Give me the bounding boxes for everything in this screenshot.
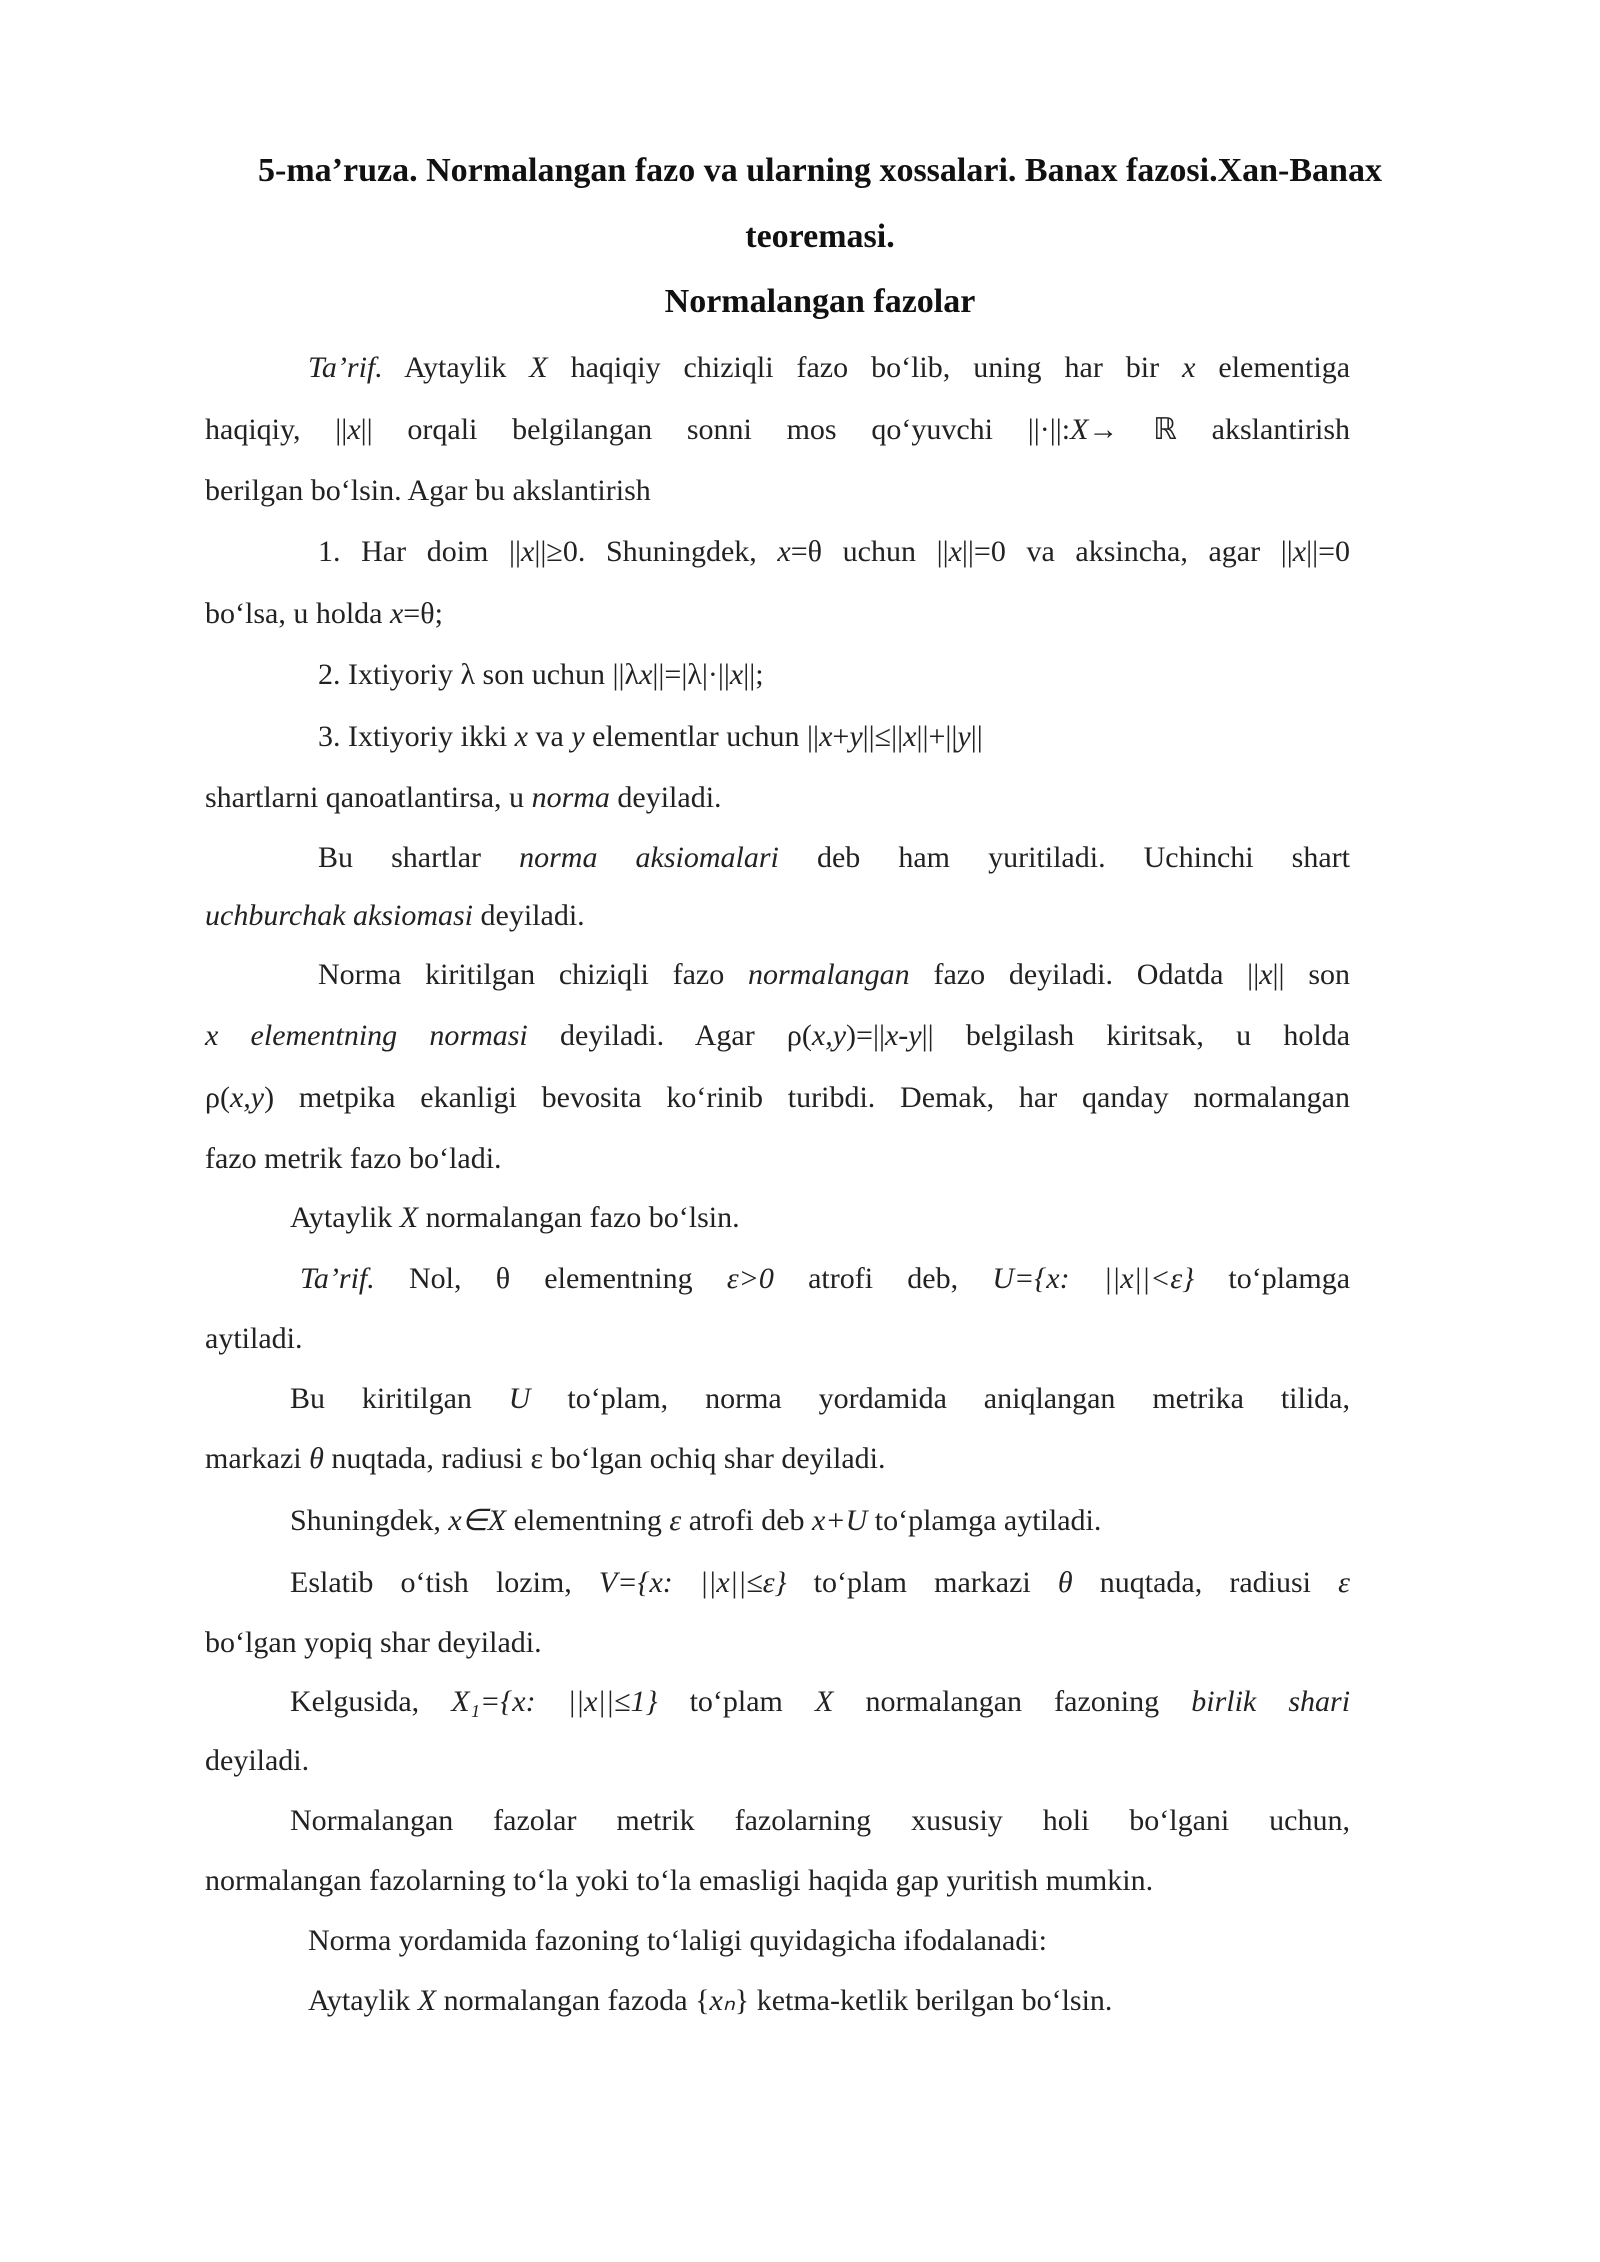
list-item: 3. Ixtiyoriy ikki x va y elementlar uchun ||x+y||≤||x||+||y|| <box>318 720 983 753</box>
paragraph-line: Ta’rif. Nol, θ elementning ε>0 atrofi deb, U={x: ||x||<ε} to‘plamga <box>300 1262 1351 1295</box>
paragraph-line: fazo metrik fazo bo‘ladi. <box>205 1142 502 1175</box>
paragraph-line: normalangan fazolarning to‘la yoki to‘la emasligi haqida gap yuritish mumkin. <box>205 1864 1154 1897</box>
paragraph-line: Ta’rif. Aytaylik X haqiqiy chiziqli fazo bo‘lib, uning har bir x elementiga <box>308 351 1351 384</box>
paragraph-line: markazi θ nuqtada, radiusi ε bo‘lgan ochiq shar deyiladi. <box>205 1442 886 1475</box>
paragraph-line: Norma kiritilgan chiziqli fazo normalangan fazo deyiladi. Odatda ||x|| son <box>318 958 1350 991</box>
section-title: Normalangan fazolar <box>664 283 976 320</box>
lecture-title-line-1: 5-ma’ruza. Normalangan fazo va ularning xossalari. Banax fazosi.Xan-Banax <box>258 152 1382 189</box>
paragraph-line: Bu kiritilgan U to‘plam, norma yordamida aniqlangan metrika tilida, <box>290 1382 1350 1415</box>
lecture-title-line-2: teoremasi. <box>745 218 895 255</box>
paragraph-line: Aytaylik X normalangan fazoda {xₙ} ketma-ketlik berilgan bo‘lsin. <box>308 1984 1113 2017</box>
paragraph-line: uchburchak aksiomasi deyiladi. <box>205 899 585 932</box>
paragraph-line: Kelgusida, X₁={x: ||x||≤1} to‘plam X normalangan fazoning birlik shari <box>290 1685 1351 1718</box>
list-item: 2. Ixtiyoriy λ son uchun ||λx||=|λ|·||x||; <box>318 658 764 691</box>
paragraph-line: haqiqiy, ||x|| orqali belgilangan sonni mos qo‘yuvchi ||·||:X→ ℝ akslantirish <box>205 413 1350 446</box>
paragraph-line: Shuningdek, x∈X elementning ε atrofi deb x+U to‘plamga aytiladi. <box>290 1504 1102 1537</box>
paragraph-line: bo‘lsa, u holda x=θ; <box>205 597 443 630</box>
paragraph-line: Norma yordamida fazoning to‘laligi quyidagicha ifodalanadi: <box>308 1924 1047 1957</box>
paragraph-line: ρ(x,y) metpika ekanligi bevosita ko‘rinib turibdi. Demak, har qanday normalangan <box>205 1081 1350 1114</box>
paragraph-line: Bu shartlar norma aksiomalari deb ham yuritiladi. Uchinchi shart <box>318 841 1350 874</box>
list-item: 1. Har doim ||x||≥0. Shuningdek, x=θ uchun ||x||=0 va aksincha, agar ||x||=0 <box>318 535 1350 568</box>
paragraph-line: berilgan bo‘lsin. Agar bu akslantirish <box>205 474 651 507</box>
paragraph-line: bo‘lgan yopiq shar deyiladi. <box>205 1626 542 1659</box>
paragraph-line: aytiladi. <box>205 1322 303 1355</box>
paragraph-line: Normalangan fazolar metrik fazolarning xususiy holi bo‘lgani uchun, <box>290 1804 1350 1837</box>
paragraph-line: deyiladi. <box>205 1744 310 1777</box>
paragraph-line: Aytaylik X normalangan fazo bo‘lsin. <box>290 1201 740 1234</box>
paragraph-line: shartlarni qanoatlantirsa, u norma deyiladi. <box>205 781 722 814</box>
paragraph-line: Eslatib o‘tish lozim, V={x: ||x||≤ε} to‘plam markazi θ nuqtada, radiusi ε <box>290 1566 1350 1599</box>
paragraph-line: x elementning normasi deyiladi. Agar ρ(x,y)=||x-y|| belgilash kiritsak, u holda <box>205 1019 1351 1052</box>
